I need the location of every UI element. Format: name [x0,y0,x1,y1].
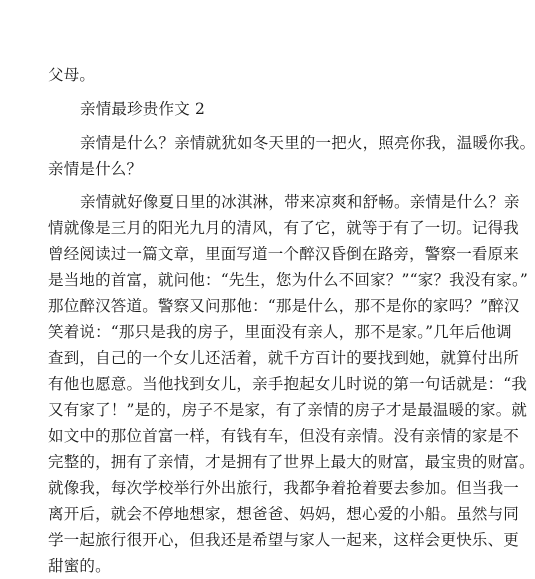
text-line: 笑着说：“那只是我的房子，里面没有亲人，那不是家。”几年后他调 [48,323,512,341]
text-line: 完整的，拥有了亲情，才是拥有了世界上最大的财富，最宝贵的财富。 [48,453,535,471]
text-line: 那位醉汉答道。警察又问那他：“那是什么，那不是你的家吗？”醉汉 [48,297,520,315]
text-line: 亲情是什么？ [48,160,143,178]
text-line: 曾经阅读过一篇文章，里面写道一个醉汉昏倒在路旁，警察一看原来 [48,245,520,263]
text-line: 是当地的首富，就问他：“先生，您为什么不回家？”“家？我没有家。” [48,271,529,289]
text-line: 查到，自己的一个女儿还活着，就千方百计的要找到她，就算付出所 [48,349,520,367]
text-line: 情就像是三月的阳光九月的清风，有了它，就等于有了一切。记得我 [48,219,520,237]
text-line: 甜蜜的。 [48,557,111,575]
text-line: 亲情就好像夏日里的冰淇淋，带来凉爽和舒畅。亲情是什么？亲 [80,193,520,211]
text-line: 又有家了！”是的，房子不是家，有了亲情的房子才是最温暖的家。就 [48,401,528,419]
text-line: 亲情是什么？亲情就犹如冬天里的一把火，照亮你我，温暖你我。 [80,134,535,152]
text-line: 离开后，就会不停地想家，想爸爸、妈妈，想心爱的小船。虽然与同 [48,505,520,523]
text-line: 有他也愿意。当他找到女儿，亲手抱起女儿时说的第一句话就是：“我 [48,375,528,393]
text-line: 学一起旅行很开心，但我还是希望与家人一起来，这样会更快乐、更 [48,531,520,549]
text-line-parent: 父母。 [48,66,96,84]
text-line: 如文中的那位首富一样，有钱有车，但没有亲情。没有亲情的家是不 [48,427,520,445]
essay-heading: 亲情最珍贵作文 2 [80,100,206,118]
text-line: 就像我，每次学校举行外出旅行，我都争着抢着要去参加。但当我一 [48,479,520,497]
